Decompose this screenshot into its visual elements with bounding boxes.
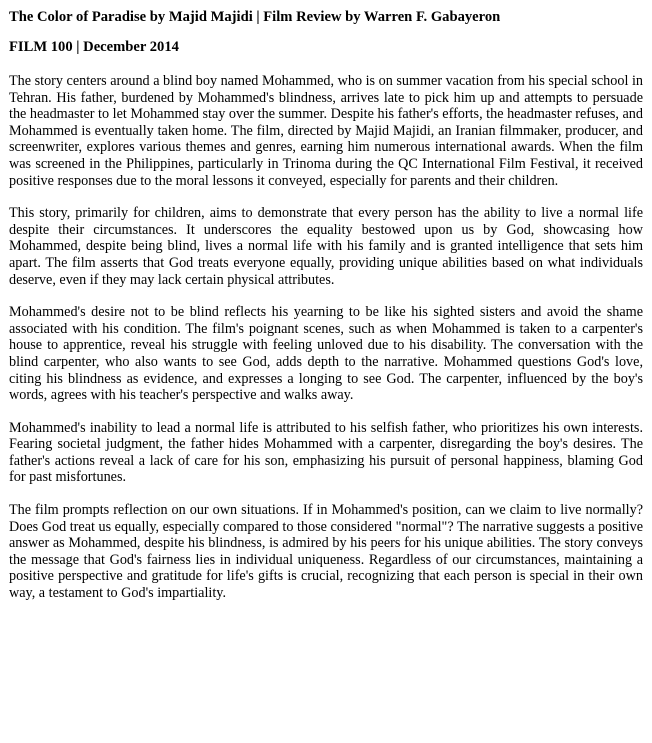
paragraph-3: Mohammed's desire not to be blind reflects his yearning to be like his sighted sisters and avoid the shame associated with his condition. The film's poignant scenes, such as when Mohammed is taken to a carpenter's house to apprentice, reveal his struggle with feeling unloved due to his disability. The conversation with the blind carpenter, who also wants to see God, adds depth to the narrative. Mohammed questions God's love, citing his blindness as evidence, and expresses a longing to see God. The carpenter, influenced by the boy's words, agrees with his teacher's perspective and walks away. — [9, 304, 643, 404]
document-subtitle: FILM 100 | December 2014 — [9, 39, 179, 55]
paragraph-2: This story, primarily for children, aims to demonstrate that every person has the ability to live a normal life despite their circumstances. It underscores the equality bestowed upon us by God, showcasing how Mohammed, despite being blind, lives a normal life with his family and is granted intelligence that sets him apart. The film asserts that God treats everyone equally, providing unique abilities based on what individuals deserve, even if they may lack certain physical attributes. — [9, 205, 643, 288]
document-title: The Color of Paradise by Majid Majidi | Film Review by Warren F. Gabayeron — [9, 9, 501, 25]
paragraph-5: The film prompts reflection on our own situations. If in Mohammed's position, can we claim to live normally? Does God treat us equally, especially compared to those considered "normal"? The narrative suggests a positive answer as Mohammed, despite his blindness, is admired by his peers for his unique abilities. The story conveys the message that God's fairness lies in individual uniqueness. Regardless of our circumstances, maintaining a positive perspective and gratitude for life's gifts is crucial, recognizing that each person is special in their own way, a testament to God's impartiality. — [9, 502, 643, 602]
paragraph-4: Mohammed's inability to lead a normal life is attributed to his selfish father, who prioritizes his own interests. Fearing societal judgment, the father hides Mohammed with a carpenter, disregarding the boy's desires. The father's actions reveal a lack of care for his son, emphasizing his pursuit of personal happiness, blaming God for past misfortunes. — [9, 419, 643, 486]
paragraph-1: The story centers around a blind boy named Mohammed, who is on summer vacation from his special school in Tehran. His father, burdened by Mohammed's blindness, arrives late to pick him up and attempts to persuade the headmaster to let Mohammed stay over the summer. Despite his father's efforts, the headmaster refuses, and Mohammed is eventually taken home. The film, directed by Majid Majidi, an Iranian filmmaker, producer, and screenwriter, explores various themes and genres, earning him numerous international awards. When the film was screened in the Philippines, particularly in Trinoma during the QC International Film Festival, it received positive responses due to the moral lessons it conveyed, especially for parents and their children. — [9, 73, 643, 189]
